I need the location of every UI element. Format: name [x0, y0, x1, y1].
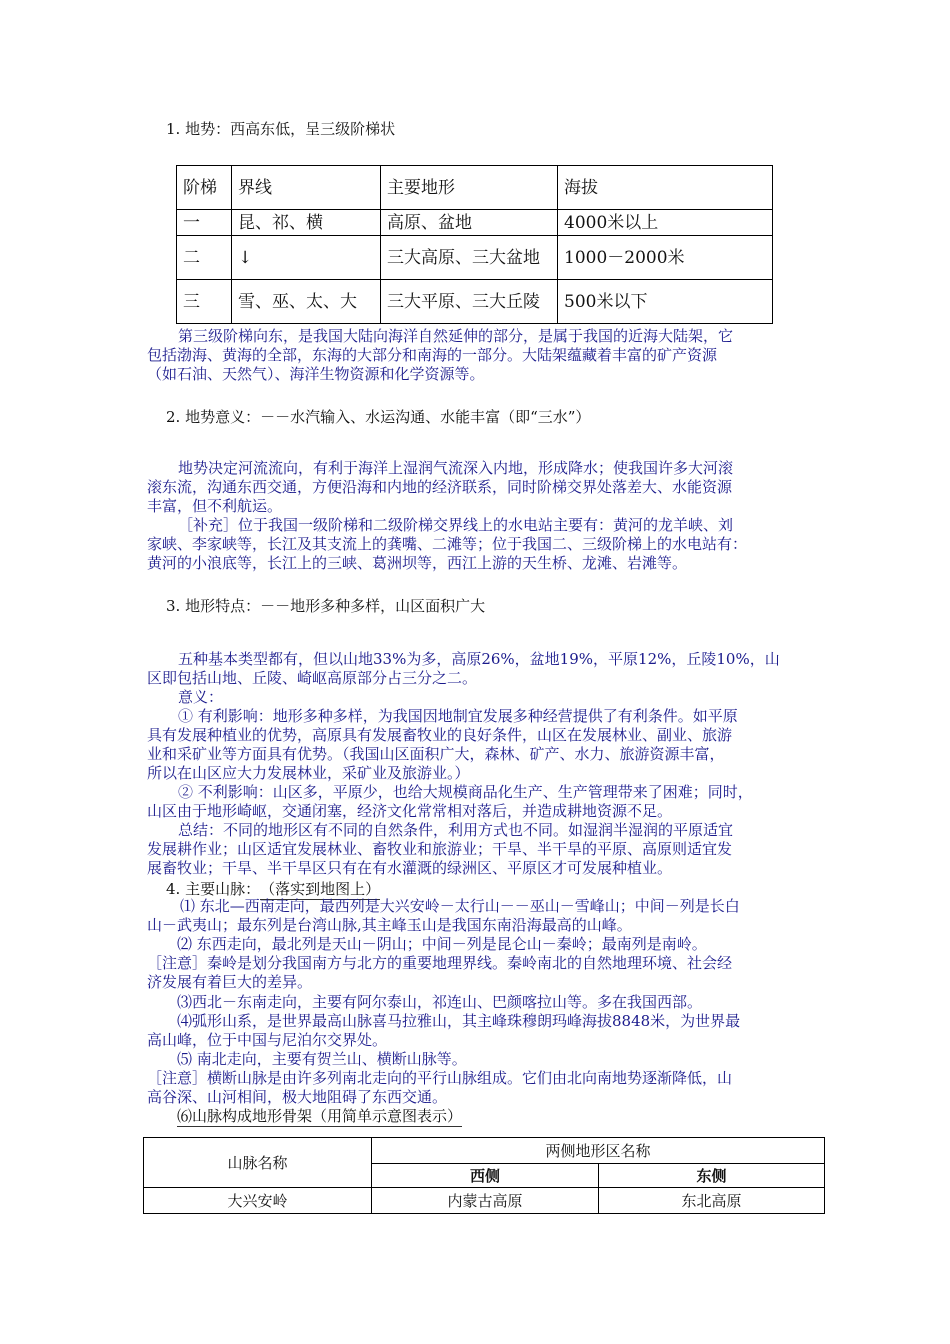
paragraph-nw-se-mountains: ⑶西北－东南走向，主要有阿尔泰山，祁连山、巴颜喀拉山等。多在我国西部。 — [177, 993, 703, 1011]
paragraph-mountain-framework-text: ⑹山脉构成地形骨架（用简单示意图表示） — [177, 1107, 463, 1125]
paragraph-hengduan-note: ［注意］横断山脉是由许多列南北走向的平行山脉组成。它们由北向南地势逐渐降低，山 高谷深、山河相间，极大地阻碍了东西交通。 — [147, 1069, 733, 1106]
table-cell: 500米以下 — [558, 280, 773, 324]
table-cell: 东北高原 — [599, 1188, 825, 1214]
paragraph-unfavorable-impact: ② 不利影响：山区多，平原少，也给大规模商品化生产、生产管理带来了困难；同时， 山区由于地形崎岖，交通闭塞，经济文化常常相对落后，并造成耕地资源不足。 — [147, 783, 753, 820]
paragraph-significance-label: 意义： — [178, 688, 224, 706]
table-cell: 高原、盆地 — [381, 210, 558, 236]
table-cell: 大兴安岭 — [144, 1188, 372, 1214]
heading-terrain: 1. 地势：西高东低，呈三级阶梯状 — [166, 120, 396, 138]
paragraph-terrain-effects: 地势决定河流流向，有利于海洋上湿润气流深入内地，形成降水；使我国许多大河滚 滚东流，沟通东西交通，方便沿海和内地的经济联系，同时阶梯交界处落差大、水能资源 丰富，但不利航运。 — [147, 459, 734, 515]
paragraph-qinling-note: ［注意］秦岭是划分我国南方与北方的重要地理界线。秦岭南北的自然地理环境、社会经 济发展有着巨大的差异。 — [147, 954, 733, 991]
paragraph-ne-sw-mountains: ⑴ 东北—西南走向，最西列是大兴安岭－太行山－－巫山－雪峰山；中间－列是长白 山－武夷山；最东列是台湾山脉,其主峰玉山是我国东南沿海最高的山峰。 — [147, 897, 740, 934]
table-cell: 1000－2000米 — [558, 236, 773, 280]
table-cell: 雪、巫、太、大 — [232, 280, 381, 324]
paragraph-mountain-framework — [177, 1107, 462, 1127]
table-cell: 昆、祁、横 — [232, 210, 381, 236]
table-cell: ↓ — [232, 236, 381, 280]
header-step: 阶梯 — [177, 166, 232, 210]
table-cell: 二 — [177, 236, 232, 280]
paragraph-arc-mountains: ⑷弧形山系，是世界最高山脉喜马拉雅山，其主峰珠穆朗玛峰海拔8848米，为世界最 高山峰，位于中国与尼泊尔交界处。 — [147, 1012, 741, 1049]
paragraph-favorable-impact: ① 有利影响：地形多种多样，为我国因地制宜发展多种经营提供了有利条件。如平原 具有发展种植业的优势，高原具有发展畜牧业的良好条件，山区在发展林业、副业、旅游 业和采矿业等方面具有优势。（我国山区面积广大，森林、矿产、水力、旅游资源丰富， 所以在山区应大力发展林业，采矿业及旅游业。） — [147, 707, 738, 782]
paragraph-north-south-mountains: ⑸ 南北走向，主要有贺兰山、横断山脉等。 — [177, 1050, 467, 1068]
paragraph-hydropower-supplement: ［补充］位于我国一级阶梯和二级阶梯交界线上的水电站主要有：黄河的龙羊峡、刘 家峡、李家峡等，长江及其支流上的龚嘴、二滩等；位于我国二、三级阶梯上的水电站有： 黄河的小浪底等，长江上的三峡、葛洲坝等，西江上游的天生桥、龙滩、岩滩等。 — [147, 516, 748, 572]
header-east-side: 东侧 — [599, 1164, 825, 1188]
terrain-steps-table — [176, 165, 773, 324]
header-landform: 主要地形 — [381, 166, 558, 210]
paragraph-east-west-mountains: ⑵ 东西走向，最北列是天山－阴山；中间－列是昆仑山－秦岭；最南列是南岭。 — [177, 935, 707, 953]
table-cell: 一 — [177, 210, 232, 236]
heading-landform-features: 3. 地形特点：－－地形多种多样，山区面积广大 — [166, 597, 486, 615]
header-west-side: 西侧 — [372, 1164, 599, 1188]
table-cell: 内蒙古高原 — [372, 1188, 599, 1214]
header-landform-regions: 两侧地形区名称 — [372, 1138, 825, 1164]
table-cell: 4000米以上 — [558, 210, 773, 236]
paragraph-landform-types: 五种基本类型都有，但以山地33%为多，高原26%，盆地19%，平原12%，丘陵10%，山 区即包括山地、丘陵、崎岖高原部分占三分之二。 — [147, 650, 780, 687]
table-cell: 三 — [177, 280, 232, 324]
table-cell: 三大平原、三大丘陵 — [381, 280, 558, 324]
paragraph-continental-shelf: 第三级阶梯向东，是我国大陆向海洋自然延伸的部分，是属于我国的近海大陆架，它 包括渤海、黄海的全部，东海的大部分和南海的一部分。大陆架蕴藏着丰富的矿产资源 （如石油、天然气）、海洋生物资源和化学资源等。 — [147, 327, 734, 383]
heading-main-mountains-note: （落实到地图上） — [260, 880, 381, 898]
heading-terrain-significance: 2. 地势意义：－－水汽输入、水运沟通、水能丰富（即“三水”） — [166, 408, 591, 426]
heading-main-mountains-label: 4. 主要山脉： — [166, 880, 261, 898]
table-cell: 三大高原、三大盆地 — [381, 236, 558, 280]
header-altitude: 海拔 — [558, 166, 773, 210]
mountain-sides-table — [143, 1137, 825, 1214]
paragraph-summary: 总结：不同的地形区有不同的自然条件，利用方式也不同。如湿润半湿润的平原适宜 发展耕作业；山区适宜发展林业、畜牧业和旅游业；干旱、半干旱的平原、高原则适宜发 展畜牧业；干旱、半干旱区只有在有水灌溉的绿洲区、平原区才可发展种植业。 — [147, 821, 734, 877]
header-boundary: 界线 — [232, 166, 381, 210]
header-mountain-name: 山脉名称 — [144, 1138, 372, 1188]
